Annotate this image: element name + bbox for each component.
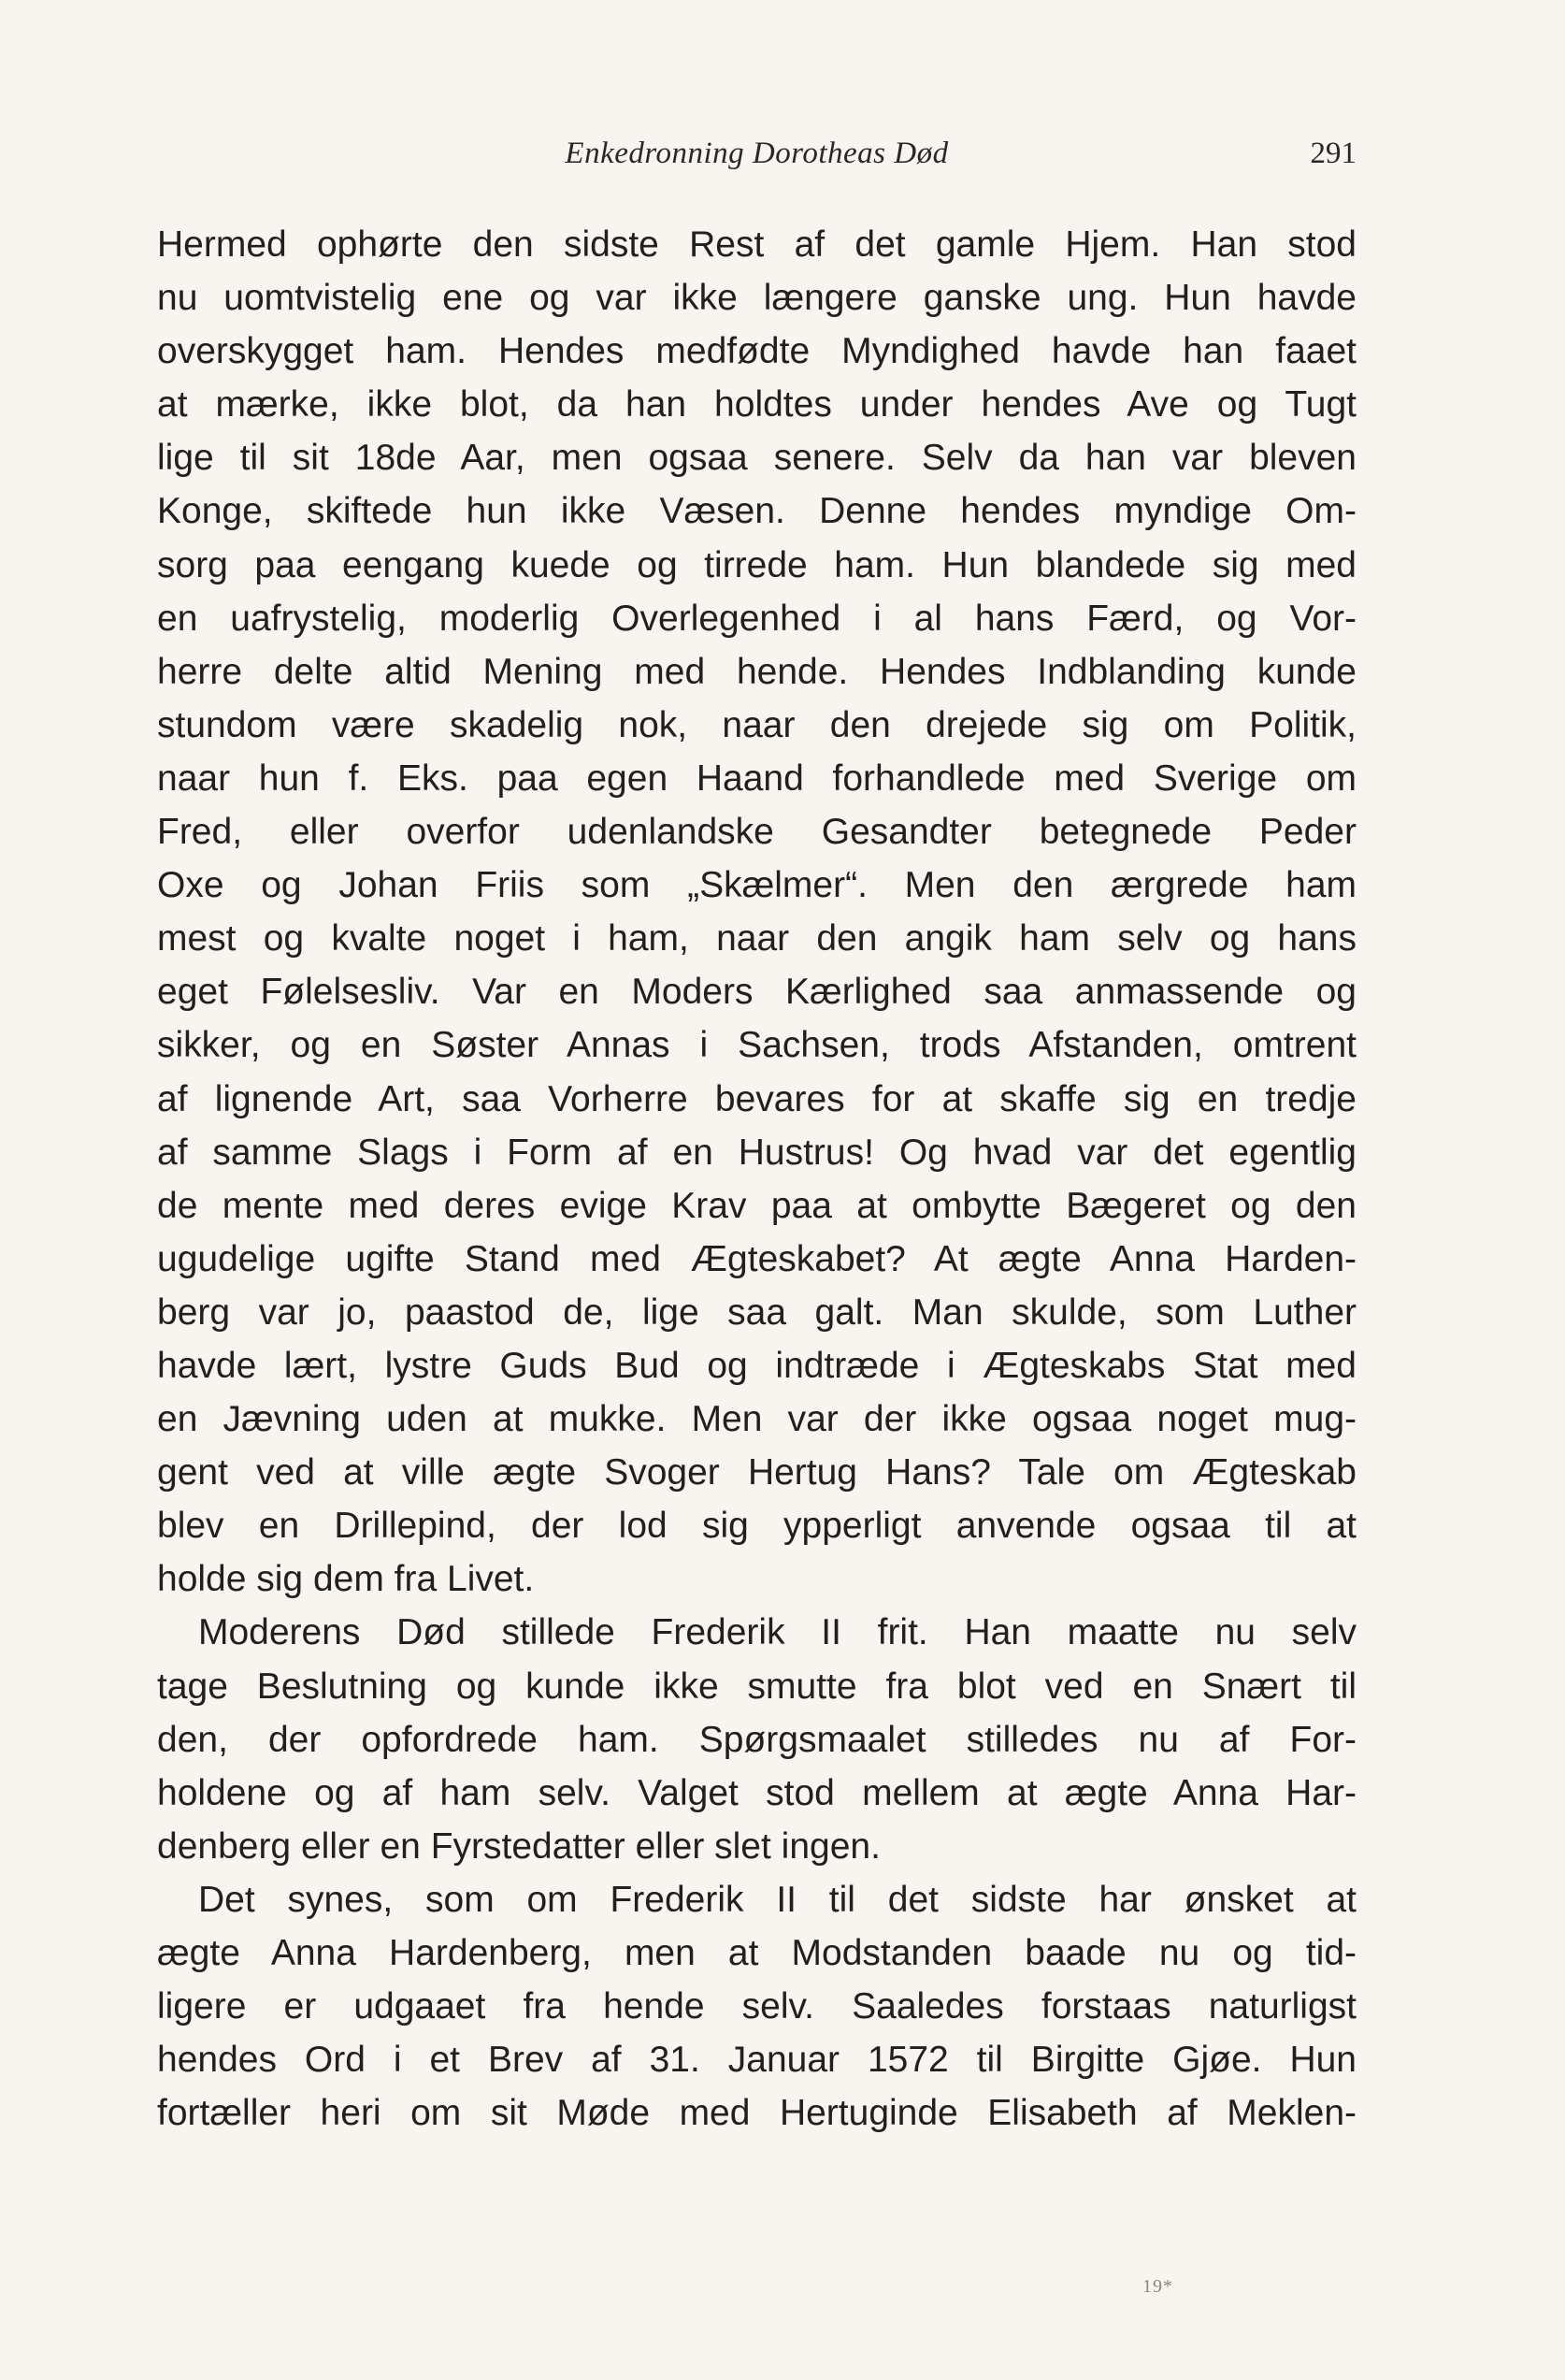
text-line: naar hun f. Eks. paa egen Haand forhandlede med Sverige om: [157, 757, 1357, 799]
text-line: de mente med deres evige Krav paa at ombytte Bægeret og den: [157, 1185, 1357, 1226]
text-line: holdene og af ham selv. Valget stod mellem at ægte Anna Har-: [157, 1772, 1357, 1813]
text-line: havde lært, lystre Guds Bud og indtræde i Ægteskabs Stat med: [157, 1345, 1357, 1386]
text-line: en Jævning uden at mukke. Men var der ikke ogsaa noget mug-: [157, 1399, 1357, 1440]
text-line: overskygget ham. Hendes medfødte Myndighed havde han faaet: [157, 331, 1357, 372]
text-line: en uafrystelig, moderlig Overlegenhed i al hans Færd, og Vor-: [157, 598, 1357, 639]
text-line: fortæller heri om sit Møde med Hertuginde Elisabeth af Meklen-: [157, 2093, 1357, 2134]
text-line: Konge, skiftede hun ikke Væsen. Denne hendes myndige Om-: [157, 491, 1357, 532]
text-line: sikker, og en Søster Annas i Sachsen, trods Afstanden, omtrent: [157, 1025, 1357, 1066]
text-line: Oxe og Johan Friis som „Skælmer“. Men den ærgrede ham: [157, 865, 1357, 906]
text-line: mest og kvalte noget i ham, naar den angik ham selv og hans: [157, 918, 1357, 959]
text-line: nu uomtvistelig ene og var ikke længere ganske ung. Hun havde: [157, 278, 1357, 319]
text-line: ægte Anna Hardenberg, men at Modstanden baade nu og tid-: [157, 1933, 1357, 1973]
text-line: den, der opfordrede ham. Spørgsmaalet stilledes nu af For-: [157, 1719, 1357, 1760]
text-line: eget Følelsesliv. Var en Moders Kærlighed saa anmassende og: [157, 972, 1357, 1013]
text-line: Fred, eller overfor udenlandske Gesandter betegnede Peder: [157, 812, 1357, 853]
text-line: berg var jo, paastod de, lige saa galt. Man skulde, som Luther: [157, 1291, 1357, 1333]
page-number: 291: [1310, 137, 1357, 170]
text-line: hendes Ord i et Brev af 31. Januar 1572 til Birgitte Gjøe. Hun: [157, 2040, 1357, 2081]
text-line: tage Beslutning og kunde ikke smutte fra blot ved en Snært til: [157, 1666, 1357, 1707]
paragraph-start-line: Det synes, som om Frederik II til det sidste har ønsket at: [198, 1879, 1357, 1920]
text-line: lige til sit 18de Aar, men ogsaa senere. Selv da han var bleven: [157, 438, 1357, 479]
text-line: af samme Slags i Form af en Hustrus! Og hvad var det egentlig: [157, 1132, 1357, 1173]
text-line: Hermed ophørte den sidste Rest af det gamle Hjem. Han stod: [157, 224, 1357, 265]
text-line: at mærke, ikke blot, da han holdtes under hendes Ave og Tugt: [157, 384, 1357, 426]
running-header: [157, 137, 1357, 183]
printer-signature: 19*: [1142, 2276, 1173, 2297]
body-text: [157, 218, 1357, 2140]
text-line: af lignende Art, saa Vorherre bevares for at skaffe sig en tredje: [157, 1078, 1357, 1119]
paragraph-start-line: Moderens Død stillede Frederik II frit. Han maatte nu selv: [198, 1612, 1357, 1653]
text-line: herre delte altid Mening med hende. Hendes Indblanding kunde: [157, 651, 1357, 692]
text-line: ligere er udgaaet fra hende selv. Saaledes forstaas naturligst: [157, 1986, 1357, 2027]
running-title: Enkedronning Dorotheas Død: [565, 137, 949, 170]
text-line: blev en Drillepind, der lod sig ypperligt anvende ogsaa til at: [157, 1506, 1357, 1547]
text-line: stundom være skadelig nok, naar den drejede sig om Politik,: [157, 704, 1357, 745]
text-line: ugudelige ugifte Stand med Ægteskabet? At ægte Anna Harden-: [157, 1238, 1357, 1279]
text-line: sorg paa eengang kuede og tirrede ham. Hun blandede sig med: [157, 544, 1357, 585]
text-line: gent ved at ville ægte Svoger Hertug Hans? Tale om Ægteskab: [157, 1452, 1357, 1493]
paragraph-end-line: denberg eller en Fyrstedatter eller slet ingen.: [157, 1825, 881, 1867]
paragraph-end-line: holde sig dem fra Livet.: [157, 1559, 535, 1600]
